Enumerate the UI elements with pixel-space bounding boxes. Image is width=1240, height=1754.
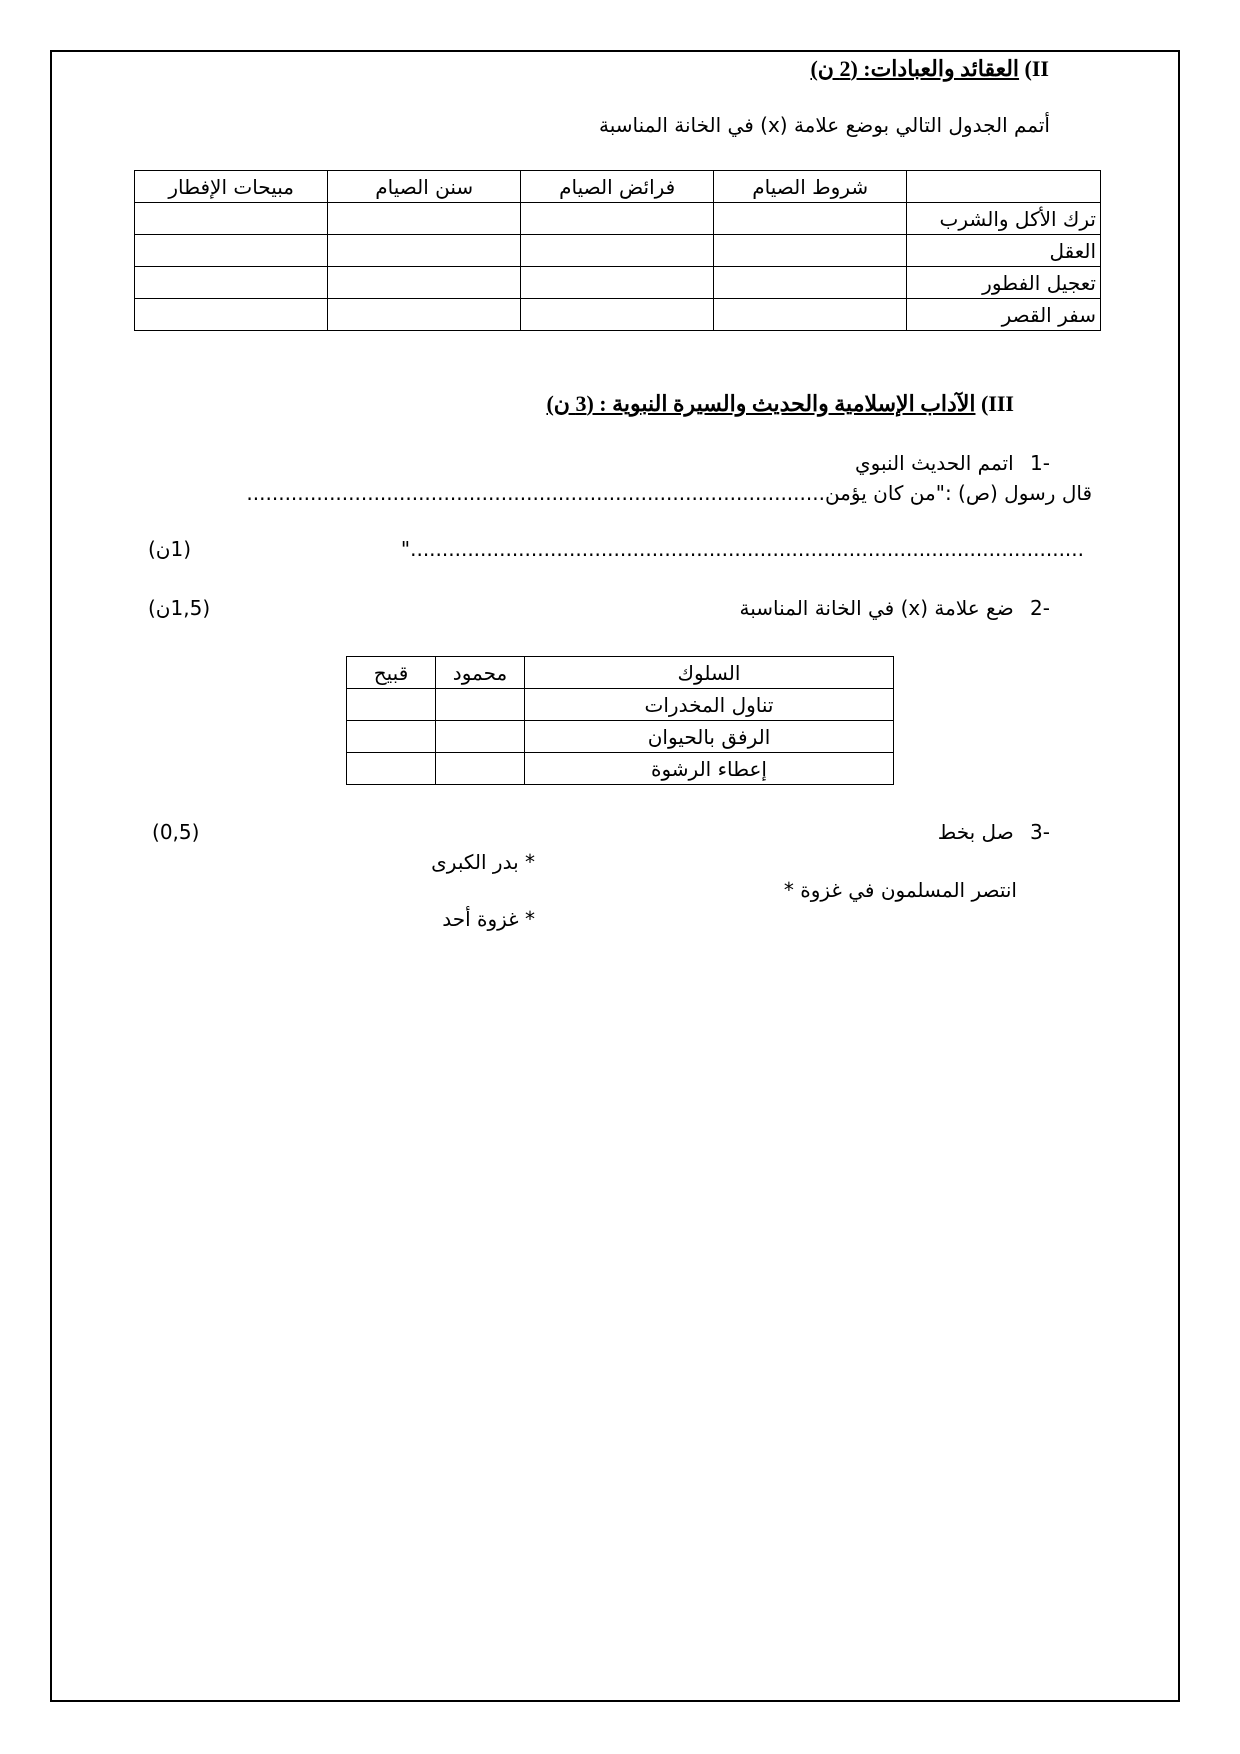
table-header-cell: مبيحات الإفطار: [135, 171, 328, 203]
q3-option[interactable]: * غزوة أحد: [442, 907, 535, 931]
table-row: [135, 235, 1101, 267]
fasting-table: [134, 170, 1101, 331]
q2-score: (1,5ن): [148, 596, 211, 620]
q1-prompt: [855, 451, 1050, 475]
q3-number: -3: [1030, 820, 1050, 844]
answer-cell[interactable]: [135, 203, 328, 235]
row-label: سفر القصر: [907, 299, 1101, 331]
section3-heading: [546, 391, 1014, 417]
answer-cell[interactable]: [714, 203, 907, 235]
answer-cell[interactable]: [714, 267, 907, 299]
table-header-cell: سنن الصيام: [328, 171, 521, 203]
row-label: ترك الأكل والشرب: [907, 203, 1101, 235]
table-header-cell: قبيح: [347, 657, 436, 689]
answer-cell[interactable]: [521, 267, 714, 299]
table-header-cell: محمود: [436, 657, 525, 689]
table-row: [347, 753, 894, 785]
row-label: العقل: [907, 235, 1101, 267]
answer-cell[interactable]: [521, 299, 714, 331]
q1-line2[interactable]: ..........................................................................................................": [400, 537, 1084, 561]
q2-prompt: [739, 596, 1050, 620]
answer-cell[interactable]: [328, 235, 521, 267]
answer-cell[interactable]: [135, 235, 328, 267]
answer-cell[interactable]: [521, 203, 714, 235]
q2-number: -2: [1030, 596, 1050, 620]
answer-cell[interactable]: [328, 299, 521, 331]
q3-score: (0,5): [152, 820, 200, 844]
section2-heading-text: العقائد والعبادات: (2 ن): [810, 56, 1020, 81]
answer-cell[interactable]: [347, 753, 436, 785]
q1-text: اتمم الحديث النبوي: [855, 451, 1014, 475]
section3-heading-text: الآداب الإسلامية والحديث والسيرة النبوية : (3 ن): [546, 391, 976, 416]
table-header-cell: شروط الصيام: [714, 171, 907, 203]
table-row: [135, 203, 1101, 235]
q3-left-statement[interactable]: انتصر المسلمون في غزوة *: [783, 878, 1017, 902]
row-label: تعجيل الفطور: [907, 267, 1101, 299]
answer-cell[interactable]: [135, 299, 328, 331]
behavior-table: [346, 656, 894, 785]
table-row: [347, 689, 894, 721]
answer-cell[interactable]: [714, 235, 907, 267]
table-header-row: [347, 657, 894, 689]
q1-line1[interactable]: قال رسول (ص) :"من كان يؤمن...........................................................................................: [246, 481, 1092, 505]
q3-prompt: [938, 820, 1050, 844]
table-row: [135, 299, 1101, 331]
table-header-cell: السلوك: [525, 657, 894, 689]
answer-cell[interactable]: [347, 721, 436, 753]
table-row: [347, 721, 894, 753]
table-header-row: [135, 171, 1101, 203]
answer-cell[interactable]: [714, 299, 907, 331]
answer-cell[interactable]: [347, 689, 436, 721]
behavior-label: الرفق بالحيوان: [525, 721, 894, 753]
q3-option[interactable]: * بدر الكبرى: [431, 850, 535, 874]
table-header-cell: فرائض الصيام: [521, 171, 714, 203]
behavior-label: إعطاء الرشوة: [525, 753, 894, 785]
table-row: [135, 267, 1101, 299]
q1-score: (1ن): [148, 537, 192, 561]
answer-cell[interactable]: [135, 267, 328, 299]
section2-heading-num: II): [1024, 56, 1049, 81]
section3-heading-num: III): [980, 391, 1014, 416]
answer-cell[interactable]: [521, 235, 714, 267]
q2-text: ضع علامة (x) في الخانة المناسبة: [739, 596, 1014, 620]
q3-text: صل بخط: [937, 820, 1014, 844]
behavior-label: تناول المخدرات: [525, 689, 894, 721]
answer-cell[interactable]: [328, 267, 521, 299]
section2-heading: [810, 56, 1049, 82]
table-header-cell: [907, 171, 1101, 203]
answer-cell[interactable]: [436, 721, 525, 753]
answer-cell[interactable]: [436, 689, 525, 721]
answer-cell[interactable]: [328, 203, 521, 235]
answer-cell[interactable]: [436, 753, 525, 785]
q1-number: -1: [1030, 451, 1050, 475]
section2-instruction: أتمم الجدول التالي بوضع علامة (x) في الخانة المناسبة: [599, 113, 1050, 137]
